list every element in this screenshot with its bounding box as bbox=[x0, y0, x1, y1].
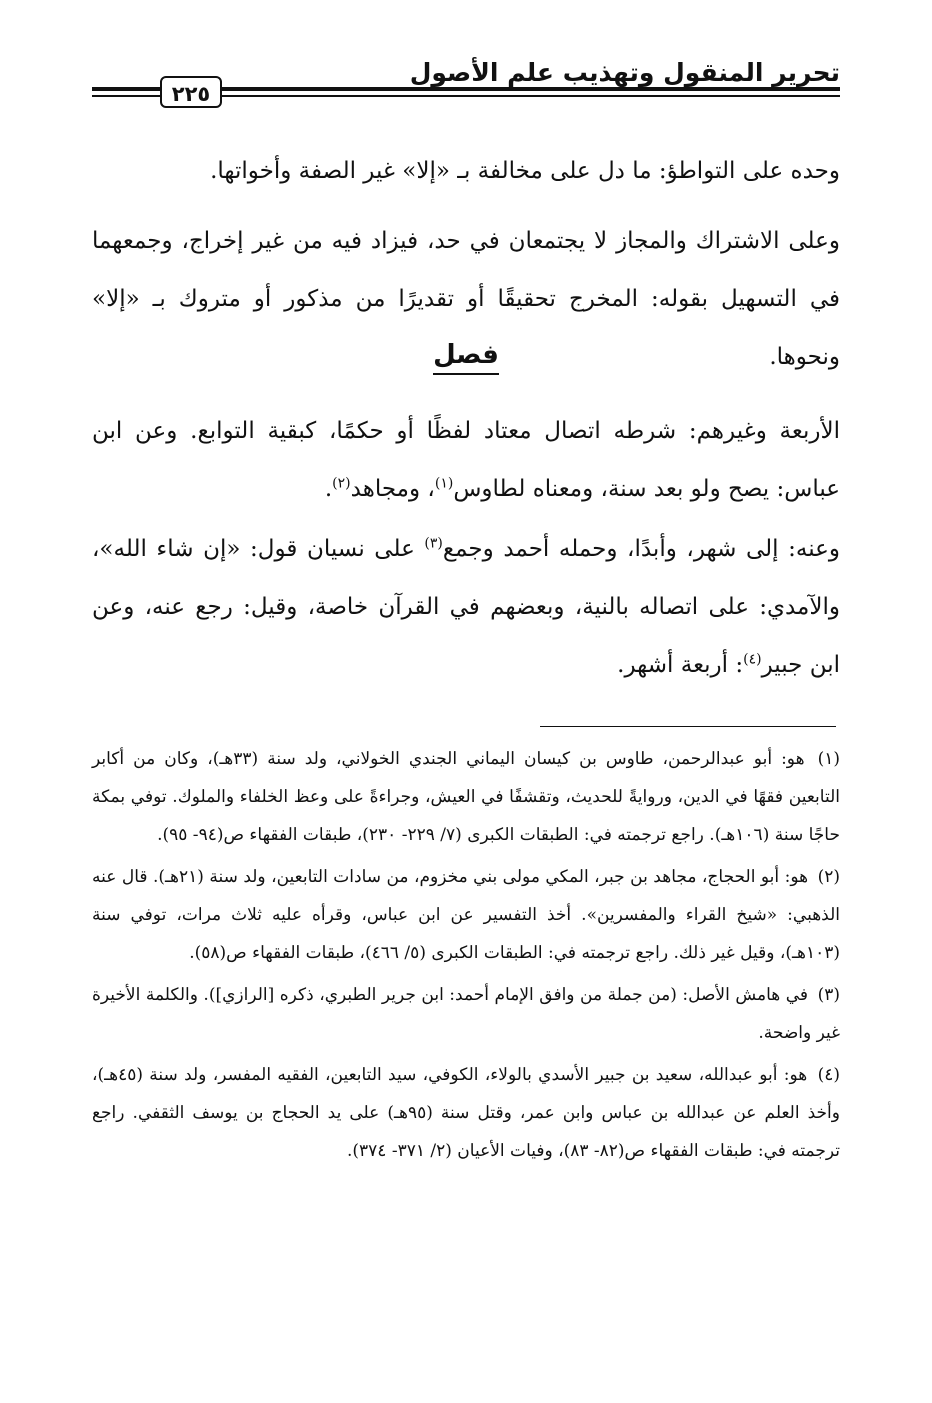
paragraph-3-text-c: . bbox=[324, 476, 333, 502]
paragraph-1: وحده على التواطؤ: ما دل على مخالفة بـ «إلا» غير الصفة وأخواتها. bbox=[210, 158, 840, 184]
paragraph-4-text-b: على نسيان قول: «إن شاء الله»، والآمدي: على اتصاله بالنية، وبعضهم في القرآن خاصة، وقيل: رجع عنه، وعن ابن جبير bbox=[92, 536, 840, 678]
footnote-2 bbox=[92, 858, 840, 972]
footnote-ref-2[interactable]: (٢) bbox=[332, 475, 351, 492]
footnotes bbox=[92, 740, 840, 1174]
footnote-number: (١) bbox=[817, 749, 840, 769]
paragraph-3 bbox=[92, 402, 840, 518]
footnote-text: هو: أبو الحجاج، مجاهد بن جبر، المكي مولى بني مخزوم، من سادات التابعين، ولد سنة (٢١هـ). قال عنه الذهبي: «شيخ القراء والمفسرين». أخذ التفسير عن ابن عباس، وقرأه عليه ثلاث مرات، توفي سنة (١٠٣هـ)، وقيل غير ذلك. راجع ترجمته في: الطبقات الكبرى (٥/ ٤٦٦)، طبقات الفقهاء ص(٥٨). bbox=[92, 867, 840, 963]
footnote-text: هو: أبو عبدالله، سعيد بن جبير الأسدي بالولاء، الكوفي، سيد التابعين، الفقيه المفسر، ولد سنة (٤٥هـ)، وأخذ العلم عن عبدالله بن عباس وابن عمر، وقتل سنة (٩٥هـ) على يد الحجاج بن يوسف الثقفي. راجع ترجمته في: طبقات الفقهاء ص(٨٢- ٨٣)، وفيات الأعيان (٢/ ٣٧١- ٣٧٤). bbox=[92, 1065, 840, 1161]
footnote-text: في هامش الأصل: (من جملة من وافق الإمام أحمد: ابن جرير الطبري، ذكره [الرازي]). والكلمة الأخيرة غير واضحة. bbox=[92, 985, 840, 1043]
footnote-number: (٣) bbox=[817, 985, 840, 1005]
footnote-4 bbox=[92, 1056, 840, 1170]
footnote-1 bbox=[92, 740, 840, 854]
footnote-ref-1[interactable]: (١) bbox=[434, 475, 454, 492]
footnote-separator bbox=[540, 726, 836, 727]
paragraph-3-text-a: الأربعة وغيرهم: شرطه اتصال معتاد لفظًا أو حكمًا، كبقية التوابع. وعن ابن عباس: يصح ولو بعد سنة، ومعناه لطاوس bbox=[92, 418, 840, 502]
running-title: تحرير المنقول وتهذيب علم الأصول bbox=[409, 58, 840, 87]
paragraph-3-text-b: ، ومجاهد bbox=[350, 476, 435, 502]
footnote-ref-4[interactable]: (٤) bbox=[743, 651, 762, 668]
paragraph-4-text-a: وعنه: إلى شهر، وأبدًا، وحمله أحمد وجمع bbox=[442, 536, 840, 562]
footnote-number: (٤) bbox=[817, 1065, 840, 1085]
footnote-3 bbox=[92, 976, 840, 1052]
paragraph-2: وعلى الاشتراك والمجاز لا يجتمعان في حد، فيزاد فيه من غير إخراج، وجمعهما في التسهيل بقوله: المخرج تحقيقًا أو تقديرًا من مذكور أو متروك بـ «إلا» ونحوها. bbox=[92, 228, 840, 370]
page-number: ٢٢٥ bbox=[160, 76, 222, 108]
paragraph-4-text-c: : أربعة أشهر. bbox=[617, 652, 744, 678]
paragraph-4 bbox=[92, 520, 840, 694]
section-heading bbox=[0, 340, 932, 370]
section-heading-text: فصل bbox=[433, 340, 499, 375]
footnote-number: (٢) bbox=[817, 867, 840, 887]
footnote-ref-3[interactable]: (٣) bbox=[424, 535, 443, 552]
footnote-text: هو: أبو عبدالرحمن، طاوس بن كيسان اليماني الجندي الخولاني، ولد سنة (٣٣هـ)، وكان من أكابر التابعين فقهًا في الدين، وروايةً للحديث، وتقشفًا في العيش، وجراءةً على وعظ الخلفاء والملوك. توفي بمكة حاجًا سنة (١٠٦هـ). راجع ترجمته في: الطبقات الكبرى (٧/ ٢٢٩- ٢٣٠)، طبقات الفقهاء ص(٩٤- ٩٥). bbox=[92, 749, 840, 845]
